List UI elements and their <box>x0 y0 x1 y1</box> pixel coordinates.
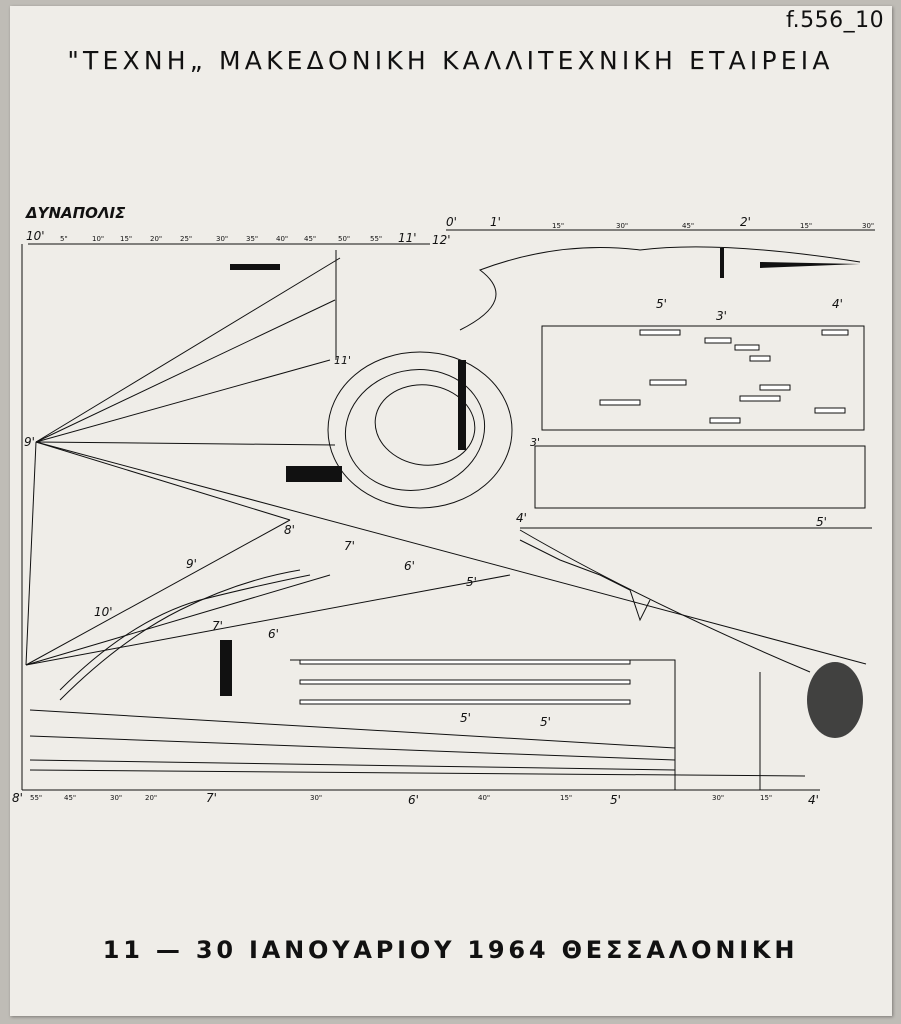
wavy-scribble <box>460 247 860 330</box>
top-label: 1' <box>490 215 501 229</box>
minor-tick: 20" <box>150 235 163 243</box>
mid-label: 6' <box>404 559 415 573</box>
mid-label: 4' <box>516 511 527 525</box>
minor-tick: 30" <box>110 794 123 802</box>
bottom-label: 4' <box>808 793 819 807</box>
bottom-label: 5' <box>610 793 621 807</box>
score-bar <box>300 680 630 684</box>
mid-label: 6' <box>268 627 279 641</box>
minor-tick: 45" <box>682 222 695 230</box>
minor-tick: 30" <box>216 235 229 243</box>
score-bar <box>735 345 759 350</box>
score-bar <box>822 330 848 335</box>
minor-tick: 15" <box>800 222 813 230</box>
top-label: 0' <box>446 215 457 229</box>
minor-tick: 45" <box>304 235 317 243</box>
bar-mark <box>458 360 466 450</box>
score-bar <box>705 338 731 343</box>
spiral-scribble <box>334 357 496 503</box>
score-bar <box>760 385 790 390</box>
minor-tick: 50" <box>338 235 351 243</box>
minor-tick: 30" <box>310 794 323 802</box>
mid-label: 5' <box>540 715 551 729</box>
minor-tick: 55" <box>30 794 43 802</box>
top-label: 2' <box>740 215 751 229</box>
footer-dates: 11 — 30 ΙΑΝΟΥΑΡΙΟΥ 1964 ΘΕΣΣΑΛΟΝΙΚΗ <box>102 936 799 964</box>
fan-ray <box>36 442 866 664</box>
header-title: "ΤΕΧΝΗ„ ΜΑΚΕΔΟΝΙΚΗ ΚΑΛΛΙΤΕΧΝΙΚΗ ΕΤΑΙΡΕΙΑ <box>67 46 834 75</box>
artwork-caption: ΔΥΝΑΠΟΛΙΣ <box>26 204 126 222</box>
fan-ray <box>36 258 340 442</box>
mid-label: 4' <box>832 297 843 311</box>
score-box <box>535 446 865 508</box>
score-bar <box>300 700 630 704</box>
fan-ray <box>36 442 290 520</box>
top-label: 12' <box>432 233 451 247</box>
minor-tick: 40" <box>478 794 491 802</box>
archive-mark: f.556_10 <box>786 8 885 33</box>
bar-mark <box>220 640 232 696</box>
bar-mark <box>720 248 724 278</box>
mid-label: 5' <box>656 297 667 311</box>
jagged-line <box>520 540 650 620</box>
wavy-scribble <box>60 570 300 700</box>
minor-tick: 40" <box>276 235 289 243</box>
mid-label: 7' <box>344 539 355 553</box>
band-line <box>30 770 805 776</box>
minor-tick: 30" <box>862 222 875 230</box>
bar-mark <box>230 264 280 270</box>
fan-ray <box>26 575 330 665</box>
mid-label: 11' <box>334 354 352 367</box>
top-label: 11' <box>398 231 417 245</box>
score-bar <box>750 356 770 361</box>
score-bar <box>600 400 640 405</box>
mid-label: 5' <box>466 575 477 589</box>
minor-tick: 15" <box>552 222 565 230</box>
score-bar <box>815 408 845 413</box>
wedge-mark <box>760 262 860 268</box>
score-box <box>542 326 864 430</box>
band-line <box>30 710 675 748</box>
scribble-tuft <box>807 662 863 738</box>
band-line <box>30 760 675 770</box>
minor-tick: 35" <box>246 235 259 243</box>
sweeping-line <box>520 530 810 672</box>
minor-tick: 30" <box>712 794 725 802</box>
bottom-label: 6' <box>408 793 419 807</box>
mid-label: 10' <box>94 605 113 619</box>
score-bar <box>300 660 630 664</box>
score-bar <box>640 330 680 335</box>
minor-tick: 20" <box>145 794 158 802</box>
minor-tick: 55" <box>370 235 383 243</box>
bottom-label: 8' <box>12 791 23 805</box>
minor-tick: 30" <box>616 222 629 230</box>
fan-ray <box>26 520 290 665</box>
minor-tick: 15" <box>120 235 133 243</box>
minor-tick: 45" <box>64 794 77 802</box>
score-bar <box>740 396 780 401</box>
fan-ray <box>26 575 510 665</box>
minor-tick: 5" <box>60 235 68 243</box>
mid-label: 3' <box>530 436 541 449</box>
fan-ray <box>26 442 36 665</box>
mid-label: 9' <box>24 435 35 449</box>
minor-tick: 15" <box>560 794 573 802</box>
band-line <box>30 736 675 760</box>
score-bar <box>710 418 740 423</box>
bottom-label: 7' <box>206 791 217 805</box>
mid-label: 8' <box>284 523 295 537</box>
score-bar <box>650 380 686 385</box>
minor-tick: 10" <box>92 235 105 243</box>
minor-tick: 25" <box>180 235 193 243</box>
bar-mark <box>286 466 342 482</box>
top-label: 10' <box>26 229 45 243</box>
mid-label: 5' <box>460 711 471 725</box>
mid-label: 7' <box>212 619 223 633</box>
fan-ray <box>36 442 335 445</box>
mid-label: 9' <box>186 557 197 571</box>
mid-label: 5' <box>816 515 827 529</box>
mid-label: 3' <box>716 309 727 323</box>
minor-tick: 15" <box>760 794 773 802</box>
